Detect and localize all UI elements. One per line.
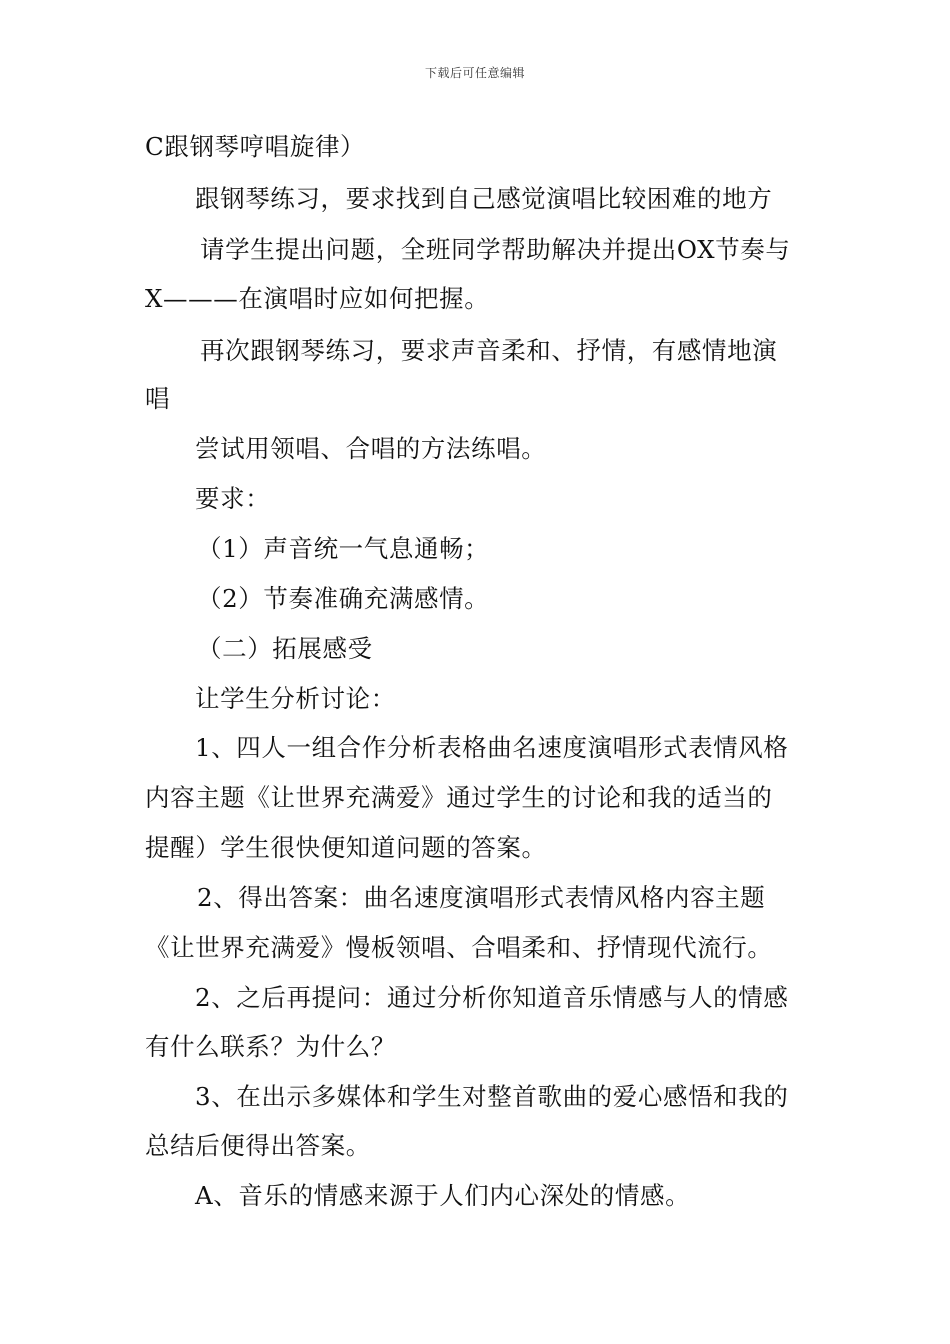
text-line: 再次跟钢琴练习，要求声音柔和、抒情，有感情地演 — [200, 336, 778, 365]
text-line: （二）拓展感受 — [197, 634, 373, 663]
text-line: 总结后便得出答案。 — [145, 1131, 371, 1160]
page-header: 下载后可任意编辑 — [424, 66, 525, 80]
text-line: 《让世界充满爱》慢板领唱、合唱柔和、抒情现代流行。 — [145, 933, 773, 962]
text-line: 2、之后再提问：通过分析你知道音乐情感与人的情感 — [195, 983, 789, 1012]
text-line: 2、得出答案：曲名速度演唱形式表情风格内容主题 — [197, 883, 766, 912]
text-line: 内容主题《让世界充满爱》通过学生的讨论和我的适当的 — [145, 783, 773, 812]
text-line: 提醒）学生很快便知道问题的答案。 — [145, 833, 547, 862]
text-line: 要求： — [195, 484, 271, 513]
text-line: 尝试用领唱、合唱的方法练唱。 — [195, 434, 547, 463]
text-line: X———在演唱时应如何把握。 — [145, 284, 490, 313]
text-line: 3、在出示多媒体和学生对整首歌曲的爱心感悟和我的 — [195, 1082, 789, 1111]
text-line: 跟钢琴练习，要求找到自己感觉演唱比较困难的地方 — [195, 184, 773, 213]
text-line: 让学生分析讨论： — [195, 684, 396, 713]
text-line: 唱 — [145, 384, 171, 413]
text-line: 1、四人一组合作分析表格曲名速度演唱形式表情风格 — [195, 733, 789, 762]
text-line: C跟钢琴哼唱旋律） — [145, 132, 366, 161]
text-line: A、音乐的情感来源于人们内心深处的情感。 — [195, 1181, 691, 1210]
text-line: （2）节奏准确充满感情。 — [197, 584, 490, 613]
text-line: （1）声音统一气息通畅； — [197, 534, 490, 563]
text-line: 有什么联系？为什么？ — [145, 1032, 396, 1061]
text-line: 请学生提出问题，全班同学帮助解决并提出OX节奏与 — [200, 235, 791, 264]
